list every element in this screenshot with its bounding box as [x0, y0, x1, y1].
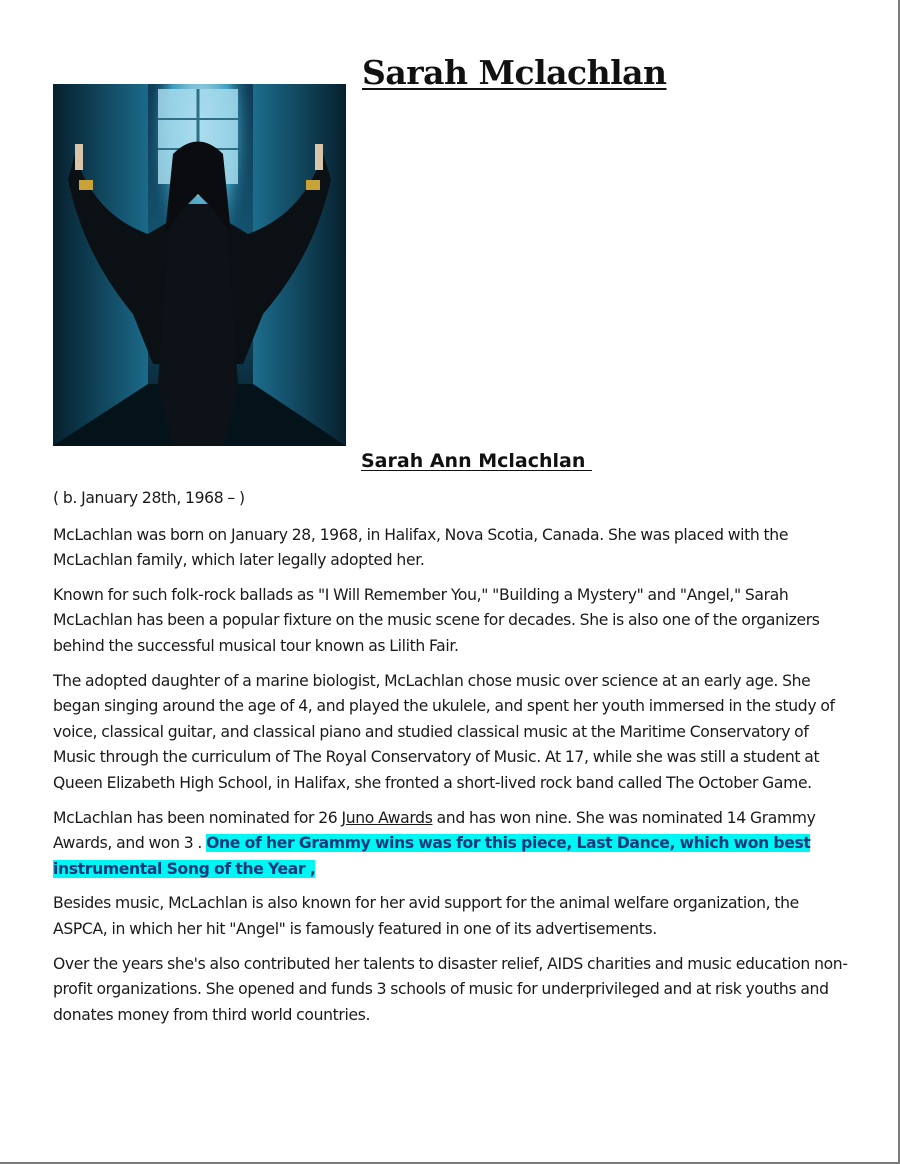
awards-text-before: McLachlan has been nominated for 26 — [53, 808, 342, 827]
juno-awards-link[interactable]: Juno Awards — [341, 808, 433, 827]
subtitle: Sarah Ann Mclachlan — [361, 450, 592, 472]
page-title: Sarah Mclachlan — [362, 53, 667, 92]
paragraph-birth: McLachlan was born on January 28, 1968, in Halifax, Nova Scotia, Canada. She was placed with the McLachlan family, which later legally adopted her. — [53, 525, 789, 570]
paragraph-awards — [53, 806, 853, 883]
highlighted-grammy-text: One of her Grammy wins was for this piece, Last Dance, which won best instrumental Song of the Year , — [53, 834, 811, 878]
awards-text-after: and has won nine. She was nominated 14 Grammy Awards, and won 3 . — [53, 808, 816, 853]
article-body — [53, 486, 853, 1037]
paragraph-aspca: Besides music, McLachlan is also known for her avid support for the animal welfare organization, the ASPCA, in which her hit "Angel" is famously featured in one of its advertisements. — [53, 894, 799, 938]
paragraph-charity: Over the years she's also contributed her talents to disaster relief, AIDS charities and music education non-profit organizations. She opened and funds 3 schools of music for underprivileged and at risk youths and donates money from third world countries. — [53, 954, 848, 1024]
birth-dates: ( b. January 28th, 1968 – ) — [53, 489, 245, 507]
paragraph-early-life: The adopted daughter of a marine biologist, McLachlan chose music over science at an early age. She began singing around the age of 4, and played the ukulele, and spent her youth immersed in the study of voice, classical guitar, and classical piano and studied classical music at the Maritime Conservatory of Music through the curriculum of The Royal Conservatory of Music. At 17, while she was still a student at Queen Elizabeth High School, in Halifax, she fronted a short-lived rock band called The October Game. — [53, 671, 835, 792]
portrait-photo — [53, 84, 346, 446]
paragraph-known-for: Known for such folk-rock ballads as "I Will Remember You," "Building a Mystery" and "Angel," Sarah McLachlan has been a popular fixture on the music scene for decades. She is also one of the organizers behind the successful musical tour known as Lilith Fair. — [53, 585, 820, 655]
